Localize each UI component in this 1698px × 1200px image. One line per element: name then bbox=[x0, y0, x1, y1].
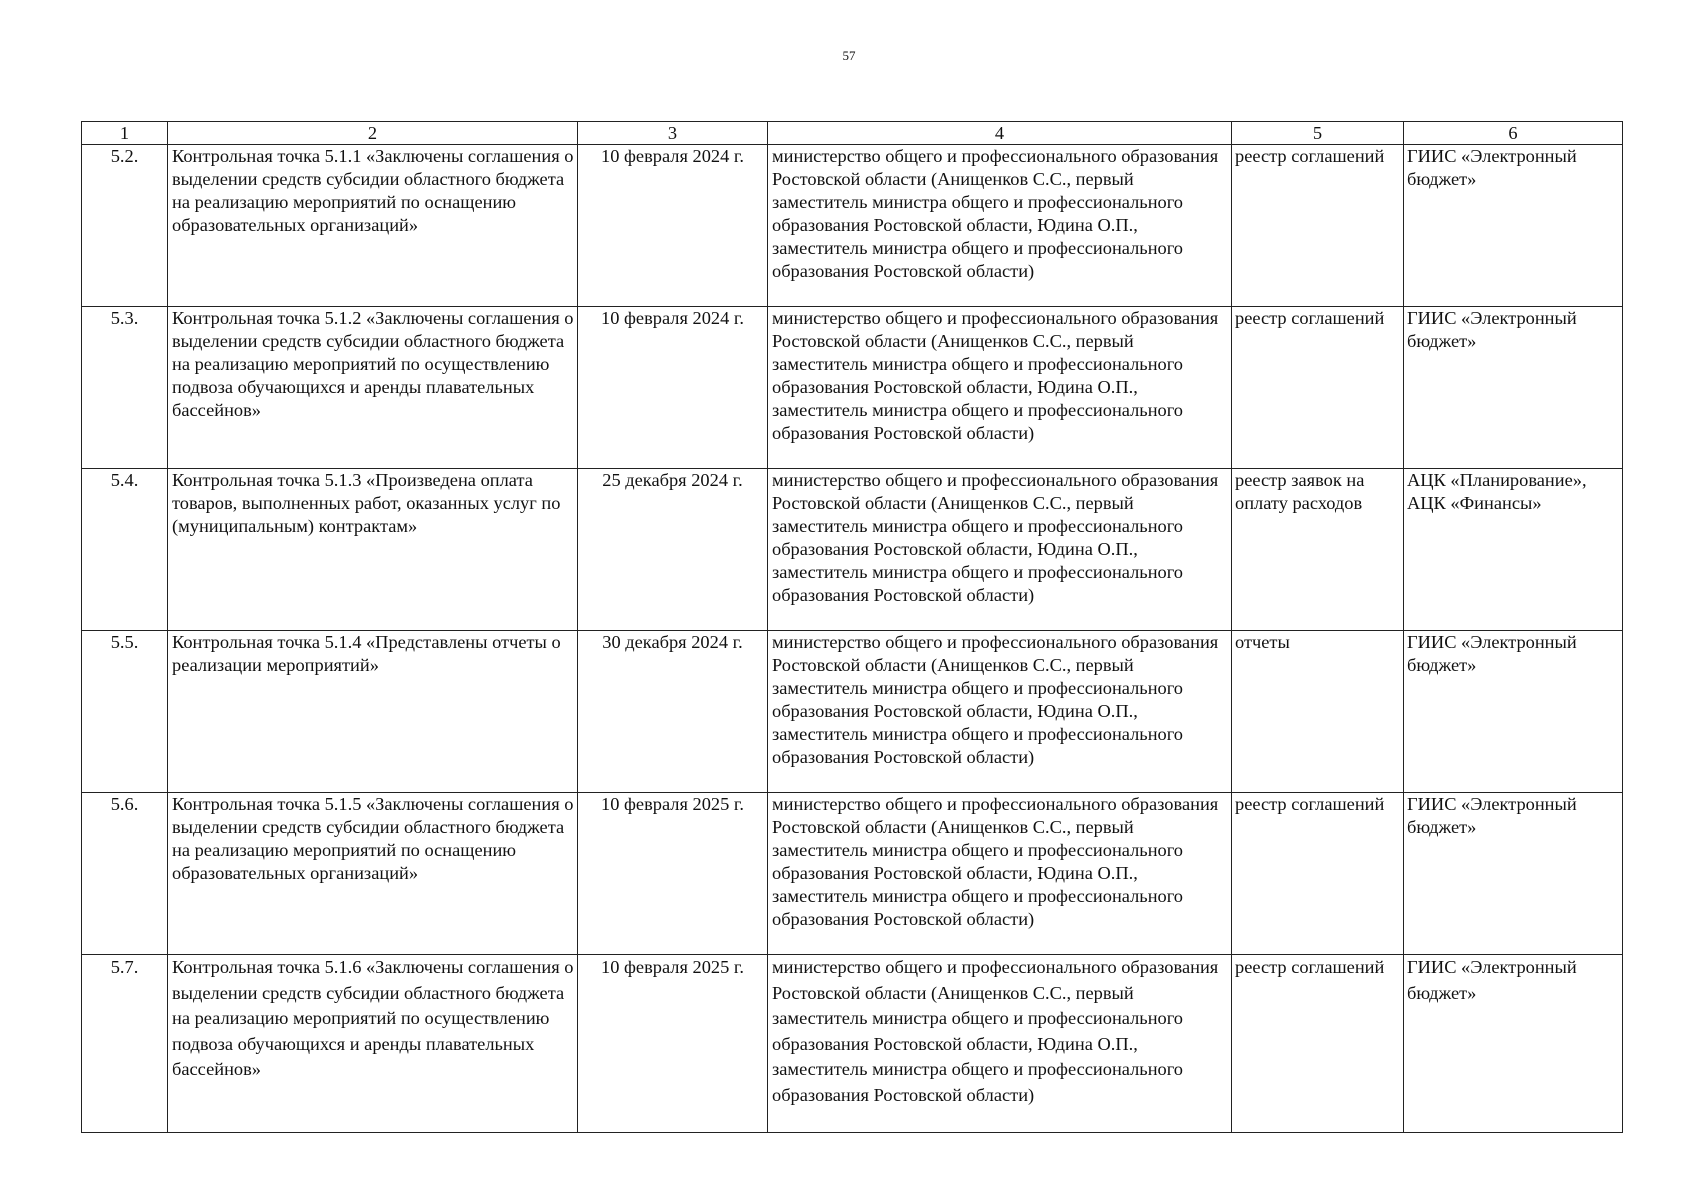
table-body bbox=[82, 145, 1623, 1133]
control-point-name: Контрольная точка 5.1.2 «Заключены соглашения о выделении средств субсидии областного бюджета на реализацию мероприятий по осуществлению подвоза обучающихся и аренды плавательных бассейнов» bbox=[168, 307, 578, 469]
header-col-2: 2 bbox=[168, 122, 578, 145]
row-number: 5.5. bbox=[82, 631, 168, 793]
table-row bbox=[82, 631, 1623, 793]
information-system: ГИИС «Электронный бюджет» bbox=[1404, 145, 1623, 307]
table-row bbox=[82, 145, 1623, 307]
confirming-document: реестр соглашений bbox=[1232, 307, 1404, 469]
row-number: 5.2. bbox=[82, 145, 168, 307]
header-col-3: 3 bbox=[578, 122, 768, 145]
header-col-4: 4 bbox=[768, 122, 1232, 145]
control-points-table bbox=[81, 121, 1623, 1133]
deadline-date: 10 февраля 2024 г. bbox=[578, 145, 768, 307]
row-number: 5.3. bbox=[82, 307, 168, 469]
confirming-document: реестр заявок на оплату расходов bbox=[1232, 469, 1404, 631]
deadline-date: 30 декабря 2024 г. bbox=[578, 631, 768, 793]
table-row bbox=[82, 793, 1623, 955]
deadline-date: 25 декабря 2024 г. bbox=[578, 469, 768, 631]
information-system: АЦК «Планирование», АЦК «Финансы» bbox=[1404, 469, 1623, 631]
control-point-name: Контрольная точка 5.1.4 «Представлены отчеты о реализации мероприятий» bbox=[168, 631, 578, 793]
table-row bbox=[82, 955, 1623, 1133]
confirming-document: реестр соглашений bbox=[1232, 793, 1404, 955]
deadline-date: 10 февраля 2025 г. bbox=[578, 793, 768, 955]
table-header bbox=[82, 122, 1623, 145]
confirming-document: реестр соглашений bbox=[1232, 955, 1404, 1133]
responsible-executor: министерство общего и профессионального образования Ростовской области (Анищенков С.С., первый заместитель министра общего и профессионального образования Ростовской области, Юдина О.П., заместитель министра общего и профессионального образования Ростовской области) bbox=[768, 631, 1232, 793]
table-row bbox=[82, 307, 1623, 469]
responsible-executor: министерство общего и профессионального образования Ростовской области (Анищенков С.С., первый заместитель министра общего и профессионального образования Ростовской области, Юдина О.П., заместитель министра общего и профессионального образования Ростовской области) bbox=[768, 955, 1232, 1133]
control-point-name: Контрольная точка 5.1.6 «Заключены соглашения о выделении средств субсидии областного бюджета на реализацию мероприятий по осуществлению подвоза обучающихся и аренды плавательных бассейнов» bbox=[168, 955, 578, 1133]
deadline-date: 10 февраля 2024 г. bbox=[578, 307, 768, 469]
responsible-executor: министерство общего и профессионального образования Ростовской области (Анищенков С.С., первый заместитель министра общего и профессионального образования Ростовской области, Юдина О.П., заместитель министра общего и профессионального образования Ростовской области) bbox=[768, 469, 1232, 631]
control-point-name: Контрольная точка 5.1.5 «Заключены соглашения о выделении средств субсидии областного бюджета на реализацию мероприятий по оснащению образовательных организаций» bbox=[168, 793, 578, 955]
row-number: 5.6. bbox=[82, 793, 168, 955]
header-col-5: 5 bbox=[1232, 122, 1404, 145]
header-col-1: 1 bbox=[82, 122, 168, 145]
information-system: ГИИС «Электронный бюджет» bbox=[1404, 793, 1623, 955]
table-row bbox=[82, 469, 1623, 631]
header-col-6: 6 bbox=[1404, 122, 1623, 145]
page-number: 57 bbox=[842, 48, 856, 63]
information-system: ГИИС «Электронный бюджет» bbox=[1404, 307, 1623, 469]
information-system: ГИИС «Электронный бюджет» bbox=[1404, 631, 1623, 793]
control-point-name: Контрольная точка 5.1.3 «Произведена оплата товаров, выполненных работ, оказанных услуг по (муниципальным) контрактам» bbox=[168, 469, 578, 631]
header-row bbox=[82, 122, 1623, 145]
confirming-document: реестр соглашений bbox=[1232, 145, 1404, 307]
row-number: 5.4. bbox=[82, 469, 168, 631]
information-system: ГИИС «Электронный бюджет» bbox=[1404, 955, 1623, 1133]
confirming-document: отчеты bbox=[1232, 631, 1404, 793]
deadline-date: 10 февраля 2025 г. bbox=[578, 955, 768, 1133]
responsible-executor: министерство общего и профессионального образования Ростовской области (Анищенков С.С., первый заместитель министра общего и профессионального образования Ростовской области, Юдина О.П., заместитель министра общего и профессионального образования Ростовской области) bbox=[768, 793, 1232, 955]
control-point-name: Контрольная точка 5.1.1 «Заключены соглашения о выделении средств субсидии областного бюджета на реализацию мероприятий по оснащению образовательных организаций» bbox=[168, 145, 578, 307]
responsible-executor: министерство общего и профессионального образования Ростовской области (Анищенков С.С., первый заместитель министра общего и профессионального образования Ростовской области, Юдина О.П., заместитель министра общего и профессионального образования Ростовской области) bbox=[768, 145, 1232, 307]
row-number: 5.7. bbox=[82, 955, 168, 1133]
responsible-executor: министерство общего и профессионального образования Ростовской области (Анищенков С.С., первый заместитель министра общего и профессионального образования Ростовской области, Юдина О.П., заместитель министра общего и профессионального образования Ростовской области) bbox=[768, 307, 1232, 469]
